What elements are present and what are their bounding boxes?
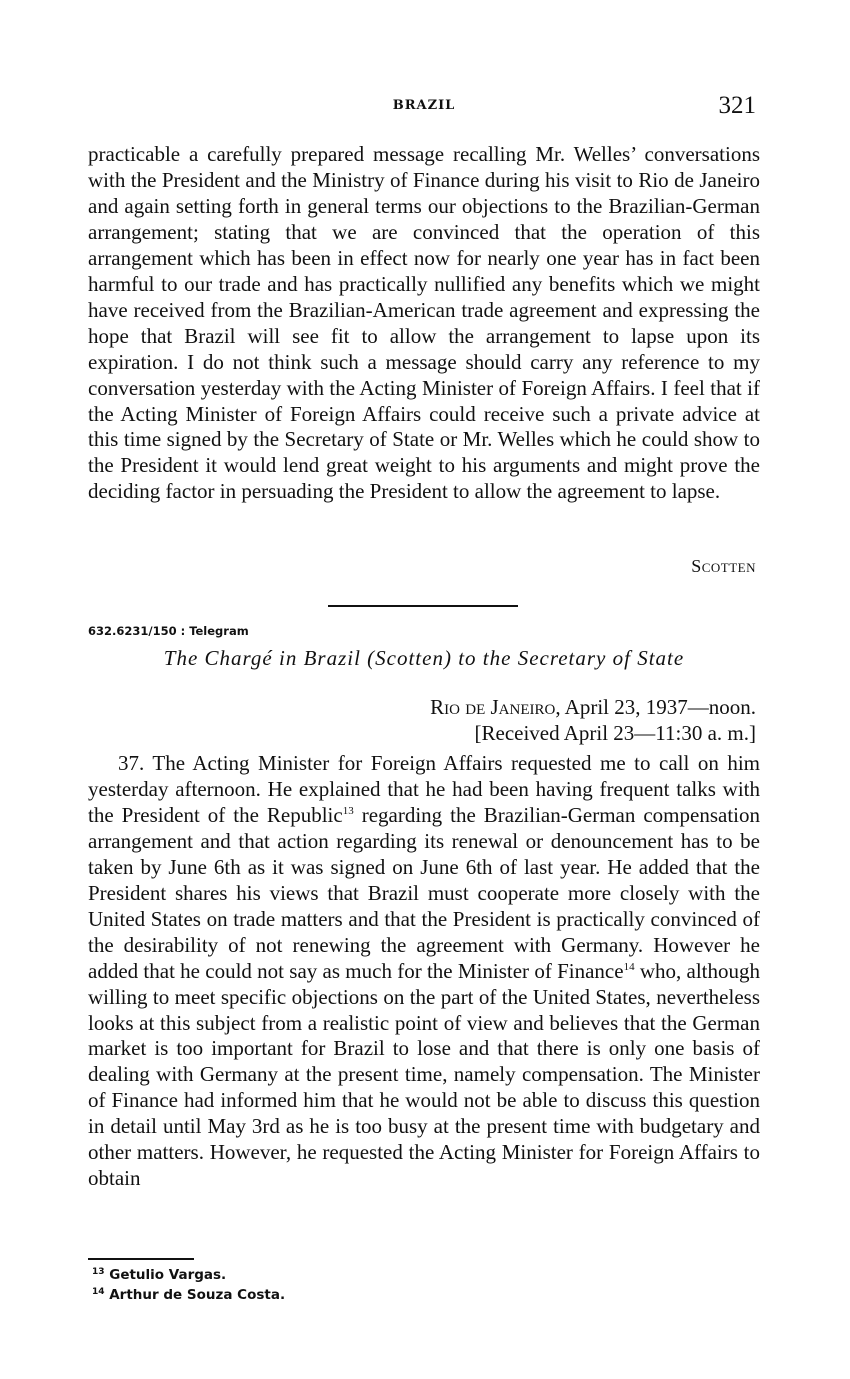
file-number: 632.6231/150 : Telegram [88,624,249,638]
document-page [88,0,760,1379]
footnotes [92,1265,285,1305]
footnote-text: Getulio Vargas. [109,1267,227,1283]
telegram-text-part: regarding the Brazilian-German compensation arrangement and that action regarding its renewal or denouncement has to be taken by June 6th as it was signed on June 6th of last year. He added that the President shares his views that Brazil must cooperate more closely with the United States on trade matters and that the President is practically convinced of the desirability of not renewing the agreement with Germany. However he added that he could not say as much for the Minister of Finance [88,802,760,983]
section-divider [328,605,518,607]
telegram-text-part: 37. The Acting Minister for Foreign Affairs requested me to call on him yesterday afternoon. He explained that he had been having frequent talks with the President of the Republic [88,751,760,827]
dateline [430,694,756,746]
footnote-ref: 13 [342,804,354,817]
footnote-marker: 14 [92,1287,105,1297]
telegram-body [88,751,760,1192]
footnote [92,1285,285,1305]
page-number: 321 [718,92,756,119]
footnote-divider [88,1258,194,1260]
running-header [88,92,760,124]
dateline-sent [430,694,756,720]
running-title: BRAZIL [392,98,456,113]
dateline-date: , April 23, 1937—noon. [555,695,756,719]
footnote-ref: 14 [623,960,635,973]
dateline-place: Rio de Janeiro [430,695,556,719]
body-paragraph: practicable a carefully prepared message recalling Mr. Welles’ conversations with the President and the Ministry of Finance during his visit to Rio de Janeiro and again setting forth in general terms our objections to the Brazilian-German arrangement; stating that we are convinced that the operation of this arrangement which has been in effect now for nearly one year has in fact been harmful to our trade and has practically nullified any benefits which we might have received from the Brazilian-American trade agreement and expressing the hope that Brazil will see fit to allow the arrangement to lapse upon its expiration. I do not think such a message should carry any reference to my conversation yesterday with the Acting Minister of Foreign Affairs. I feel that if the Acting Minister of Foreign Affairs could receive such a private advice at this time signed by the Secretary of State or Mr. Welles which he could show to the President it would lend great weight to his arguments and might prove the deciding factor in persuading the President to allow the agreement to lapse. [88,142,760,504]
telegram-text-part: who, although willing to meet specific objections on the part of the United States, nevertheless looks at this subject from a realistic point of view and believes that the German market is too important for Brazil to lose and that there is only one basis of dealing with Germany at the present time, namely compensation. The Minister of Finance had informed him that he would not be able to discuss this question in detail until May 3rd as he is too busy at the present time with budgetary and other matters. However, he requested the Acting Minister for Foreign Affairs to obtain [88,958,761,1191]
footnote-text: Arthur de Souza Costa. [109,1287,286,1303]
signature: Scotten [691,556,756,576]
footnote [92,1265,285,1285]
footnote-marker: 13 [92,1267,105,1277]
document-title: The Chargé in Brazil (Scotten) to the Secretary of State [163,646,685,670]
dateline-received: [Received April 23—11:30 a. m.] [474,721,756,745]
